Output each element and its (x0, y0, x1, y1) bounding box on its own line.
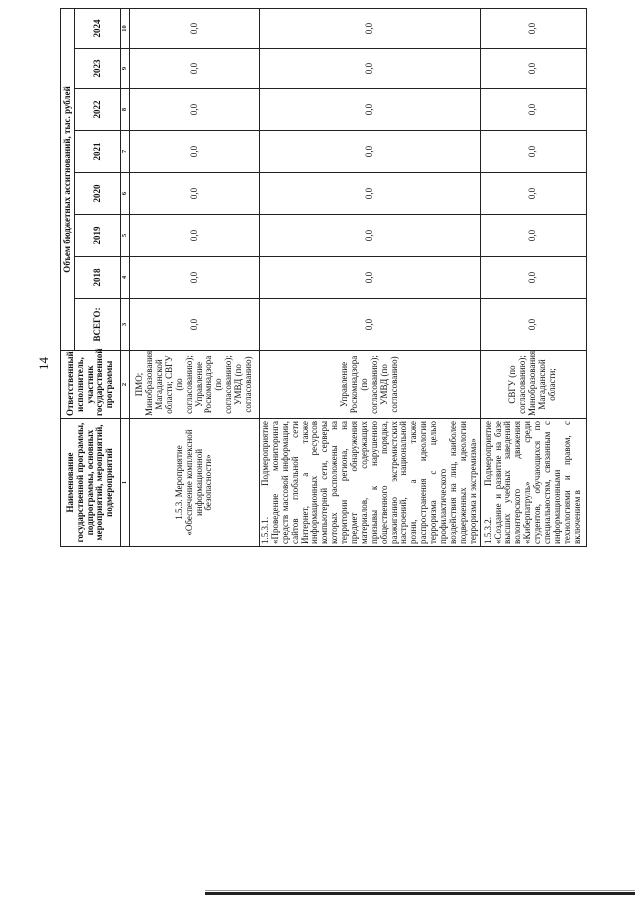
row-value: 0,0 (260, 89, 481, 131)
row-responsible: СВГУ (по согласованию); Минобразования Магаданской области; (480, 351, 586, 419)
row-name: 1.5.3. Мероприятие «Обеспечение комплексной информационной безопасности» (130, 419, 260, 547)
header-name: Наименование государственной программы, подпрограммы, основных мероприятий, мероприятий, подмероприятий (61, 419, 121, 547)
table-row (260, 8, 481, 546)
page-number: 14 (36, 357, 51, 370)
row-value: 0,0 (260, 215, 481, 257)
column-number: 7 (121, 131, 130, 173)
header-budget: Объем бюджетных ассигнований, тыс. рублей (61, 8, 75, 350)
header-total: ВСЕГО: (75, 299, 121, 351)
bottom-rule-secondary (205, 890, 635, 891)
header-responsible: Ответственный исполнитель, участник государственной программы (61, 351, 121, 419)
row-value: 0,0 (480, 49, 586, 89)
row-value: 0,0 (480, 215, 586, 257)
row-value: 0,0 (260, 299, 481, 351)
row-value: 0,0 (480, 299, 586, 351)
row-value: 0,0 (480, 173, 586, 215)
row-responsible: ПМО; Минобразования Магаданской области; СВГУ (по согласованию); Управление Роскомнадзора (по согласованию); УМВД (по согласованию) (130, 351, 260, 419)
row-value: 0,0 (260, 173, 481, 215)
row-value: 0,0 (480, 89, 586, 131)
row-value: 0,0 (130, 257, 260, 299)
column-number: 3 (121, 299, 130, 351)
header-year: 2024 (75, 8, 121, 48)
table-row (130, 8, 260, 546)
header-year: 2019 (75, 215, 121, 257)
column-number: 8 (121, 89, 130, 131)
row-value: 0,0 (130, 173, 260, 215)
header-year: 2023 (75, 49, 121, 89)
row-value: 0,0 (260, 257, 481, 299)
row-value: 0,0 (130, 8, 260, 48)
row-value: 0,0 (130, 299, 260, 351)
row-value: 0,0 (130, 131, 260, 173)
header-year: 2022 (75, 89, 121, 131)
column-number: 2 (121, 351, 130, 419)
column-number: 10 (121, 8, 130, 48)
row-name: 1.5.3.2. Подмероприятие «Создание и развитие на базе высших учебных заведений волонтерского движения «Киберпатруль» среди студентов, обучающихся по специальностям, связанным с информационными технологиями и правом, с включением в (480, 419, 586, 547)
header-year: 2021 (75, 131, 121, 173)
column-number: 5 (121, 215, 130, 257)
row-value: 0,0 (260, 8, 481, 48)
row-value: 0,0 (480, 131, 586, 173)
table-row (480, 8, 586, 546)
row-value: 0,0 (480, 8, 586, 48)
column-number: 4 (121, 257, 130, 299)
row-responsible: Управление Роскомнадзора (по согласованию); УМВД (по согласованию) (260, 351, 481, 419)
bottom-rule (205, 892, 635, 895)
column-number: 1 (121, 419, 130, 547)
row-name: 1.5.3.1. Подмероприятие «Проведение мониторинга средств массовой информации, сайтов глобальной сети Интернет, а также информационных ресурсов компьютерной сети, серверы которых расположены на территории региона, на предмет обнаружения материалов, содержащих призывы к нарушению общественного порядка, разжиганию экстремистских настроений, национальной розни, а также распространения идеологии терроризма с целью профилактического воздействия на лиц, наиболее подверженных идеологии терроризма и экстремизма» (260, 419, 481, 547)
column-number: 6 (121, 173, 130, 215)
row-value: 0,0 (130, 215, 260, 257)
budget-table (60, 8, 587, 547)
row-value: 0,0 (130, 49, 260, 89)
row-value: 0,0 (480, 257, 586, 299)
row-value: 0,0 (260, 49, 481, 89)
header-year: 2018 (75, 257, 121, 299)
row-value: 0,0 (260, 131, 481, 173)
row-value: 0,0 (130, 89, 260, 131)
header-year: 2020 (75, 173, 121, 215)
column-number: 9 (121, 49, 130, 89)
